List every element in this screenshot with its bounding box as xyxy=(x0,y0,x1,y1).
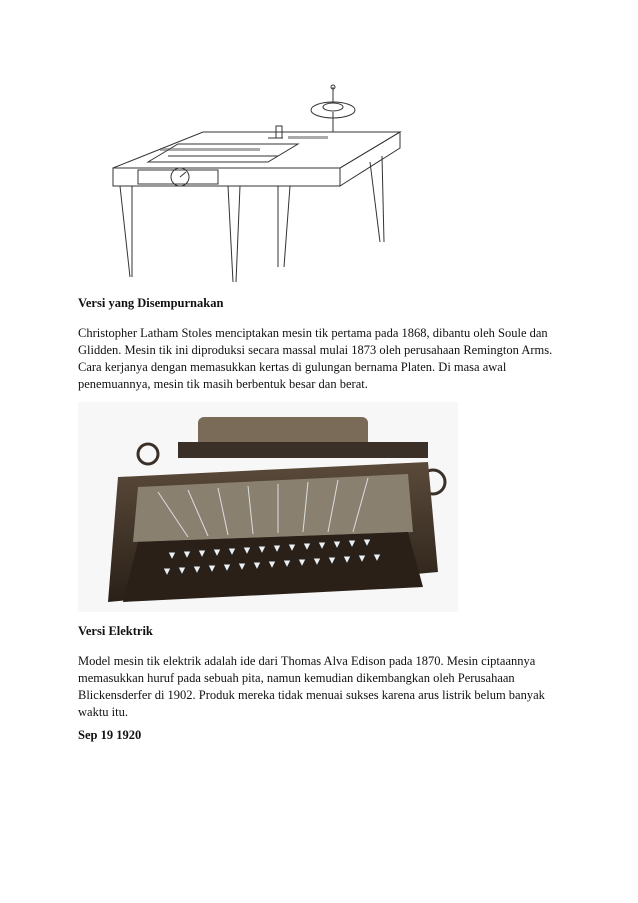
section-heading-disempurnakan: Versi yang Disempurnakan xyxy=(78,296,224,310)
section-paragraph-disempurnakan: Christopher Latham Stoles menciptakan mesin tik pertama pada 1868, dibantu oleh Soule dan Glidden. Mesin tik ini diproduksi secara massal mulai 1873 oleh perusahaan Remington Arms. Cara kerjanya dengan memasukkan kertas di gulungan bernama Platen. Di masa awal penemuannya, mesin tik masih berbentuk besar dan berat. xyxy=(78,326,553,391)
section-paragraph-elektrik: Model mesin tik elektrik adalah ide dari Thomas Alva Edison pada 1870. Mesin ciptaannya memasukkan huruf pada sebuah pita, namun kemudian dikembangkan oleh Perusahaan Blickensderfer di 1902. Produk mereka tidak menuai sukses karena arus listrik belum banyak waktu itu. xyxy=(78,654,545,719)
section-heading-elektrik: Versi Elektrik xyxy=(78,624,153,638)
date-heading: Sep 19 1920 xyxy=(78,728,142,742)
typewriter-table-drawing xyxy=(108,82,408,287)
typewriter-photo xyxy=(78,402,458,612)
